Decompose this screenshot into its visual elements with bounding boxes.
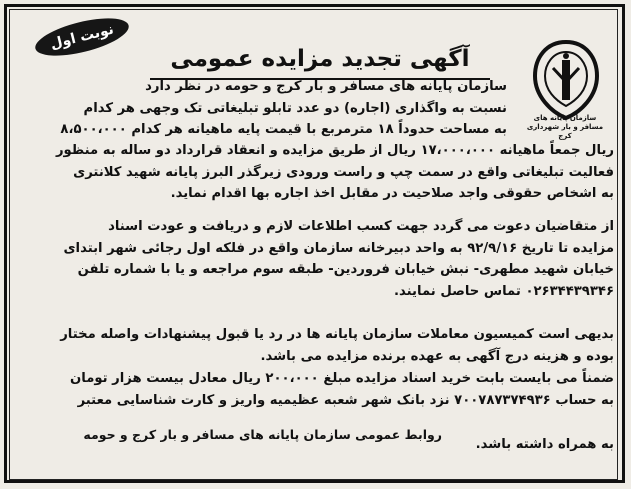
text-line: خیابان شهید مطهری- نبش خیابان فروردین- طبقه سوم مراجعه و یا با شماره تلفن [77,262,614,277]
paragraph-terms [22,140,614,205]
paragraph-invitation [22,216,614,302]
organization-logo-icon [531,38,601,122]
text-line: مزایده تا تاریخ ۹۲/۹/۱۶ به واحد دبیرخانه سازمان واقع در فلکه اول رجائی شهر ابتدای [63,240,614,256]
text-line: ریال جمعاً ماهیانه ۱۷،۰۰۰،۰۰۰ ریال از طریق مزایده و انعقاد قرارداد دو ساله به منظور [55,143,614,158]
text-line: سازمان پایانه های مسافر و بار کرج و حومه در نظر دارد [145,79,507,94]
logo-caption: سازمان پایانه های مسافر و بار شهرداری کرج [526,114,604,140]
text-line: نسبت به واگذاری (اجاره) دو عدد تابلو تبلیغاتی تک وجهی هر کدام [83,100,507,116]
paragraph-commission [22,324,614,367]
text-line: بدیهی است کمیسیون معاملات سازمان پایانه ها در رد یا قبول پیشنهادات واصله مختار [60,327,614,342]
paragraph-payment [22,368,614,411]
text-line: ضمناً می بایست بابت خرید اسناد مزایده مبلغ ۲۰۰،۰۰۰ ریال معادل بیست هزار تومان [69,371,614,386]
page-title: آگهی تجدید مزایده عمومی [150,44,490,80]
text-line: از متقاضیان دعوت می گردد جهت کسب اطلاعات لازم و دریافت و عودت اسناد [108,219,614,234]
intro-paragraph [22,76,507,141]
text-line: ۰۲۶۳۴۴۳۹۳۴۶ تماس حاصل نمایند. [394,283,614,299]
signature-public-relations: روابط عمومی سازمان پایانه های مسافر و بار کرج و حومه [83,427,442,442]
text-line: فعالیت تبلیغاتی واقع در سمت چپ و راست ورودی زیرگذر البرز پایانه شهید کلانتری [73,164,614,180]
text-line: به مساحت حدوداً ۱۸ مترمربع با قیمت پایه ماهیانه هر کدام ۸،۵۰۰،۰۰۰ [60,122,507,137]
text-line: بوده و هزینه درج آگهی به عهده برنده مزایده می باشد. [260,348,614,364]
text-line: به اشخاص حقوقی واجد صلاحیت در مقابل اخذ اجاره بها اقدام نماید. [170,186,614,201]
closing-line: به همراه داشته باشد. [475,437,614,452]
text-line: به حساب ۷۰۰۷۸۷۳۷۴۹۳۶ نزد بانک شهر شعبه عظیمیه واریز و کارت شناسایی معتبر [77,392,614,408]
first-publication-badge: نوبت اول [32,11,132,63]
